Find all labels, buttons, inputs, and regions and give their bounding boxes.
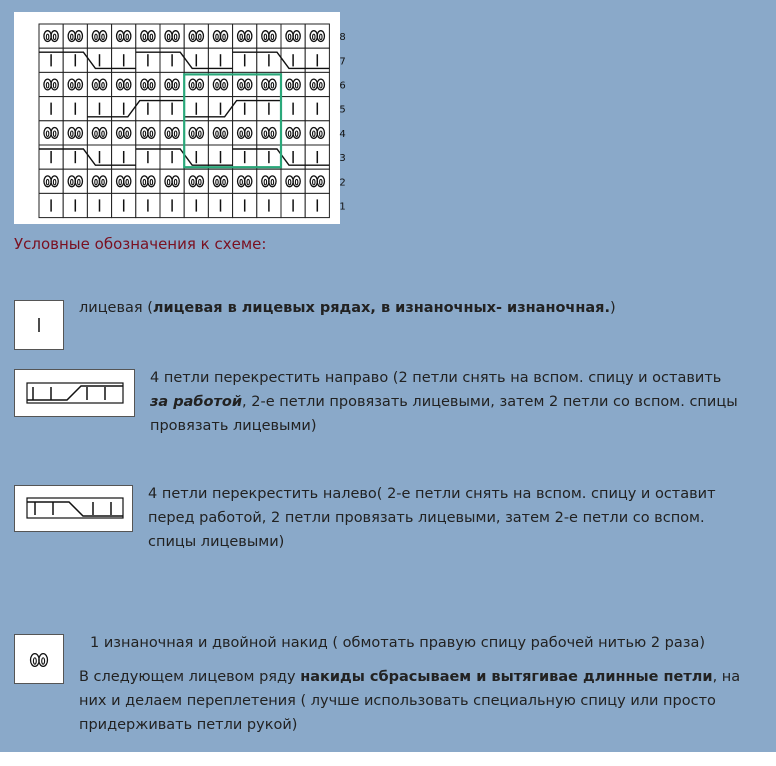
legend-item-cross-left: 4 петли перекрестить налево( 2-е петли снять на вспом. спицу и оставит перед работой, 2 петли провязать лицевыми, затем 2-е петли со вспом. спицы лицевыми) bbox=[148, 486, 716, 550]
cross-left-symbol bbox=[14, 485, 133, 532]
knitting-chart bbox=[14, 12, 346, 224]
row-number-label: 4 bbox=[339, 128, 346, 140]
legend-item-cross-right: 4 петли перекрестить направо (2 петли снять на вспом. спицу и оставить за работой, 2-е петли провязать лицевыми, затем 2 петли со вспом. спицы провязать лицевыми) bbox=[150, 370, 738, 434]
row-number-label: 7 bbox=[339, 56, 346, 68]
legend-title: Условные обозначения к схеме: bbox=[14, 235, 267, 253]
row-number-label: 1 bbox=[339, 201, 346, 213]
row-number-label: 3 bbox=[339, 153, 346, 165]
chart-grid bbox=[14, 12, 346, 224]
legend-item-next-row-note: В следующем лицевом ряду накиды сбрасываем и вытягивае длинные петли, на них и делаем переплетения ( лучше использовать специальную спицу или просто придерживать петли рукой) bbox=[79, 669, 741, 733]
double-yarn-over-icon bbox=[31, 654, 48, 667]
row-number-label: 6 bbox=[339, 80, 346, 92]
double-yarn-over-symbol bbox=[14, 634, 64, 684]
row-number-label: 8 bbox=[339, 32, 346, 44]
legend-item-double-yarn-over: 1 изнаночная и двойной накид ( обмотать правую спицу рабочей нитью 2 раза) bbox=[90, 635, 705, 651]
bottom-strip bbox=[0, 752, 776, 766]
cross-right-symbol bbox=[14, 369, 135, 417]
row-number-label: 5 bbox=[339, 104, 346, 116]
row-number-label: 2 bbox=[339, 177, 346, 189]
knit-stitch-symbol bbox=[14, 300, 64, 350]
legend-item-knit: лицевая (лицевая в лицевых рядах, в изнаночных- изнаночная.) bbox=[79, 300, 616, 316]
